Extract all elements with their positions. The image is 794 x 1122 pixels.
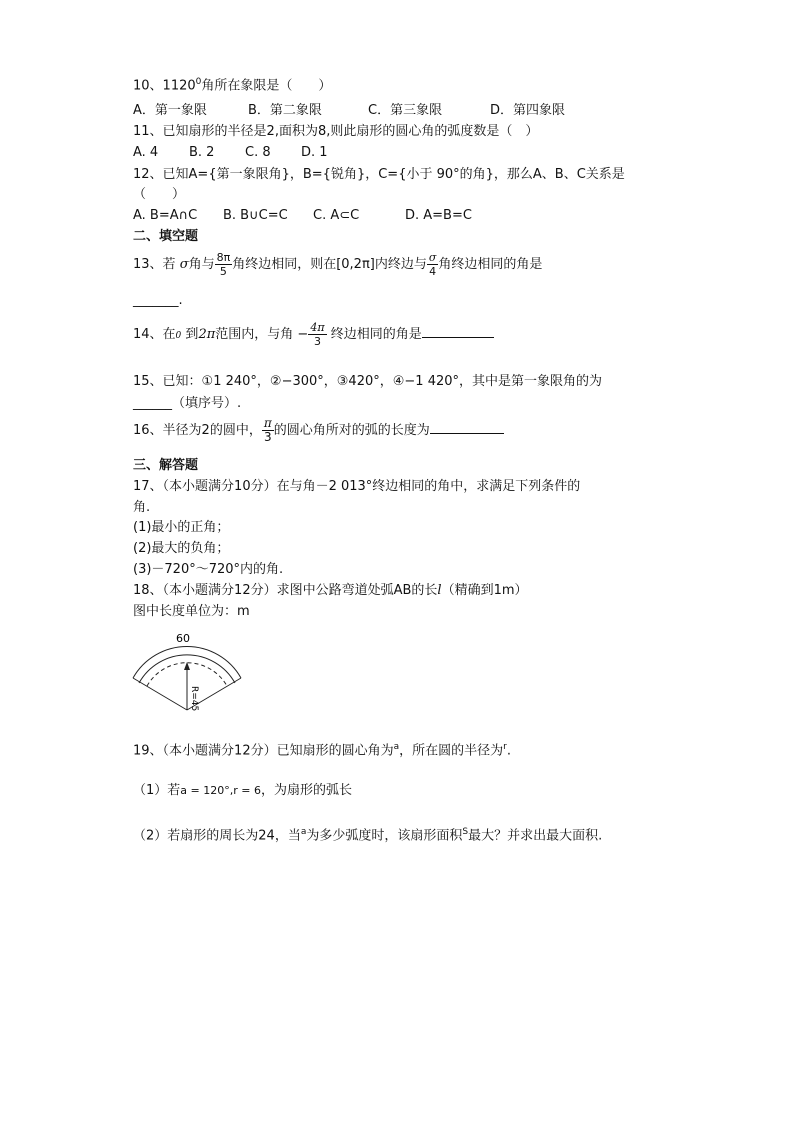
q11-option-c: C. 8 [245,145,271,160]
q18-text-1: 18、（本小题满分12分）求图中公路弯道处弧AB的长 [133,583,438,598]
q17-item-1: (1)最小的正角； [133,520,230,535]
q19-s1-text-1: （1）若 [133,783,181,798]
q13-stem [133,250,542,280]
q19-text-3: . [506,743,511,759]
q16-stem [133,414,504,448]
q19-subquestion-2 [133,823,602,845]
q14-fraction-4pi-3 [308,321,326,348]
q19-stem [133,738,511,760]
section-answer-title: 三、解答题 [133,458,199,473]
q11-option-b: B. 2 [189,145,215,160]
q11-stem: 11、已知扇形的半径是2,面积为8,则此扇形的圆心角的弧度数是（ ） [133,124,539,139]
q11-option-a: A. 4 [133,145,159,160]
q19-s1-condition: a = 120°,r = 6 [180,784,261,797]
q12-options [133,207,472,225]
q12-option-a: A. B=A∩C [133,208,198,223]
q13-fraction-sigma-4 [427,251,439,278]
q10-option-a: A．第一象限 [133,103,207,118]
q13-frac1-denominator: 5 [219,265,227,278]
q10-option-c: C．第三象限 [368,103,443,118]
q10-option-b: B．第二象限 [248,103,322,118]
q17-item-2: (2)最大的负角； [133,541,230,556]
q12-option-c: C. A⊂C [313,208,360,223]
q10-stem [133,73,331,95]
q13-text-3: 角终边相同，则在[0,2π]内终边与 [232,257,427,272]
q13-fraction-8pi-5 [215,251,233,278]
q14-zero: 0 [175,331,182,341]
q16-fraction-pi-3 [262,417,274,444]
q19-s1-text-2: ，为扇形的弧长 [260,783,352,798]
figure-left-radius [133,678,187,710]
q17-stem: 17、（本小题满分10分）在与角－2 013°终边相同的角中，求满足下列条件的 [133,479,581,494]
section-fill-in-title: 二、填空题 [133,229,199,244]
q13-frac2-denominator: 4 [429,265,437,278]
q18-stem [133,582,528,600]
q14-text-1: 14、在 [133,327,176,342]
q12-stem: 12、已知A={第一象限角}，B={锐角}，C={小于 90°的角}，那么A、B、C关系是 [133,167,625,182]
q18-arc-symbol: l [437,583,442,598]
q19-s2-text-1: （2）若扇形的周长为24，当 [133,828,301,844]
q19-subquestion-1 [133,782,352,800]
q13-frac1-numerator: 8π [216,251,231,264]
figure-radius-label: R=45 [189,686,199,712]
figure-angle-label: 60 [176,632,190,645]
q14-text-4: 终边相同的角是 [330,327,422,342]
q16-answer-blank [430,433,504,434]
q11-options [133,144,328,162]
q19-s2-alpha: a [300,827,307,837]
q14-frac-denominator: 3 [313,335,321,348]
q13-text-2: 角与 [188,257,215,272]
q12-option-b: B. B∪C=C [223,208,288,223]
q10-stem-text: 10、1120 [133,78,196,94]
q10-option-d: D．第四象限 [490,103,566,118]
q11-option-d: D. 1 [301,145,328,160]
q19-text-1: 19、（本小题满分12分）已知扇形的圆心角为 [133,743,394,759]
q18-text-2: （精确到1m） [441,583,528,598]
q19-s2-area-symbol: S [462,827,469,837]
q14-frac-numerator: 4π [310,321,325,334]
q13-frac2-numerator: σ [428,251,437,264]
q17-item-3: (3)－720°～720°内的角. [133,562,284,577]
q19-r: r [503,742,507,752]
q13-answer-blank: _______. [133,293,183,308]
q10-degree: 0 [195,77,202,87]
q12-stem-cont: （ ） [133,187,186,202]
q10-options [133,102,565,120]
q13-text-1: 13、若 [133,257,176,272]
q18-unit-note: 图中长度单位为：m [133,604,250,619]
q15-stem-cont: ______（填序号）. [133,396,242,411]
q14-minus-sign: − [297,327,309,342]
road-curve-figure [128,628,248,720]
q14-answer-blank [422,337,494,338]
q12-option-d: D. A=B=C [405,208,472,223]
q15-stem: 15、已知：①1 240°，②−300°，③420°，④−1 420°，其中是第一象限角的为 [133,374,603,389]
q19-s2-text-3: 最大？并求出最大面积. [468,828,603,844]
q16-text-1: 16、半径为2的圆中， [133,423,262,438]
q19-alpha: a [393,742,400,752]
q14-text-2: 到 [185,327,199,342]
q16-text-2: 的圆心角所对的弧的长度为 [273,423,430,438]
q13-text-4: 角终边相同的角是 [438,257,543,272]
q19-text-2: ，所在圆的半径为 [399,743,504,759]
q17-stem-cont: 角. [133,500,151,515]
q14-two-pi: 2π [198,327,216,342]
q14-text-3: 范围内，与角 [215,327,294,342]
q16-frac-denominator: 3 [263,430,272,444]
q13-sigma: σ [179,257,189,272]
q14-stem [133,320,494,351]
q10-stem-tail: 角所在象限是（ ） [201,78,332,94]
q16-frac-numerator: π [263,416,272,430]
q19-s2-text-2: 为多少弧度时，该扇形面积 [306,828,463,844]
